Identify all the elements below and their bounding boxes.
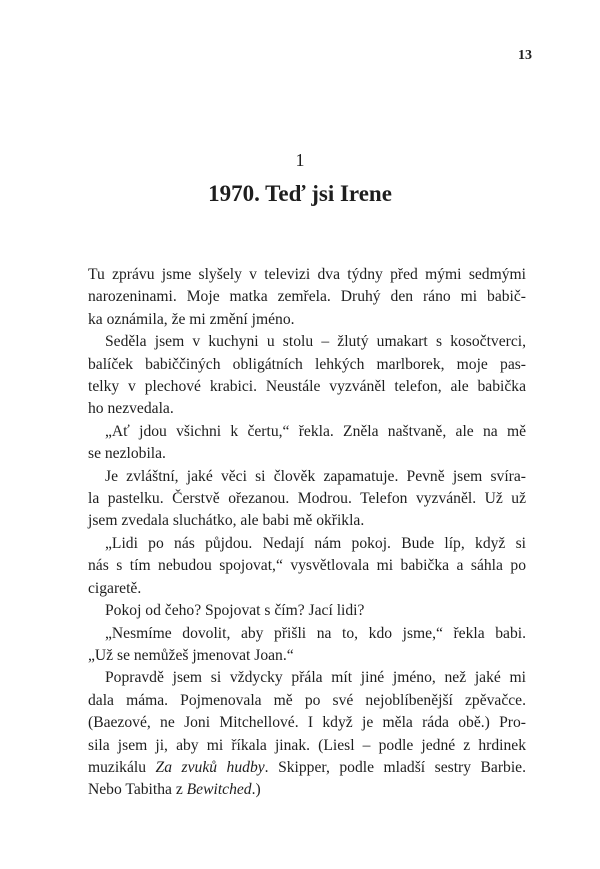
paragraph <box>88 421 526 466</box>
text-line: se nezlobila. <box>88 445 166 463</box>
chapter-title: 1970. Teď jsi Irene <box>208 181 392 206</box>
text-line: Pokoj od čeho? Spojovat s čím? Jací lidi? <box>105 602 365 620</box>
italic-title: Za zvuků hudby <box>155 758 265 776</box>
text-line <box>88 757 526 779</box>
text-line: sila jsem ji, aby mi říkala jinak. (Liesl – podle jedné z hrdinek <box>88 736 526 754</box>
text-run: . Skipper, podle mladší sestry Barbie. <box>264 758 526 776</box>
text-line: cigaretě. <box>88 579 142 597</box>
text-line: Popravdě jsem si vždycky přála mít jiné jméno, než jaké mi <box>105 669 526 687</box>
paragraph <box>88 466 526 533</box>
text-line: „Lidi po nás půjdou. Nedají nám pokoj. Bude líp, když si <box>105 534 526 552</box>
text-line: Tu zprávu jsme slyšely v televizi dva týdny před mými sedmými <box>88 266 526 283</box>
paragraph <box>88 667 526 801</box>
text-line: la pastelku. Čerstvě ořezanou. Modrou. Telefon vyzváněl. Už už <box>88 490 526 508</box>
text-line: telky v plechové krabici. Neustále vyzváněl telefon, ale babička <box>88 378 526 396</box>
text-line <box>88 779 526 801</box>
body-text <box>88 264 526 802</box>
text-run: muzikálu <box>88 758 156 776</box>
page-number: 13 <box>518 48 532 63</box>
text-line: narozeninami. Moje matka zemřela. Druhý den ráno mi babič- <box>88 288 526 306</box>
text-line: (Baezové, ne Joni Mitchellové. I když je měla ráda obě.) Pro- <box>88 714 526 732</box>
chapter-number: 1 <box>295 150 305 170</box>
text-line: „Už se nemůžeš jmenovat Joan.“ <box>88 646 294 664</box>
text-line: jsem zvedala sluchátko, ale babi mě okřikla. <box>88 512 365 530</box>
paragraph <box>88 600 526 622</box>
text-line: Je zvláštní, jaké věci si člověk zapamatuje. Pevně jsem svíra- <box>105 467 526 485</box>
paragraph <box>88 623 526 668</box>
text-line: nás s tím nebudou spojovat,“ vysvětlovala mi babička a sáhla po <box>88 557 526 575</box>
text-line: balíček babiččiných obligátních lehkých marlborek, moje pas- <box>88 355 526 373</box>
text-line: ho nezvedala. <box>88 400 174 418</box>
text-run: .) <box>251 781 261 799</box>
text-line: Seděla jsem v kuchyni u stolu – žlutý umakart s kosočtverci, <box>105 333 526 351</box>
paragraph <box>88 533 526 600</box>
text-line: „Ať jdou všichni k čertu,“ řekla. Zněla naštvaně, ale na mě <box>105 422 526 440</box>
italic-title: Bewitched <box>186 781 252 799</box>
paragraph <box>88 331 526 421</box>
text-run: Nebo Tabitha z <box>88 781 187 799</box>
text-line: ka oznámila, že mi změní jméno. <box>88 310 295 328</box>
text-line: „Nesmíme dovolit, aby přišli na to, kdo jsme,“ řekla babi. <box>105 624 526 642</box>
paragraph <box>88 264 526 331</box>
text-line: dala máma. Pojmenovala mě po své nejoblíbenější zpěvačce. <box>88 691 526 709</box>
